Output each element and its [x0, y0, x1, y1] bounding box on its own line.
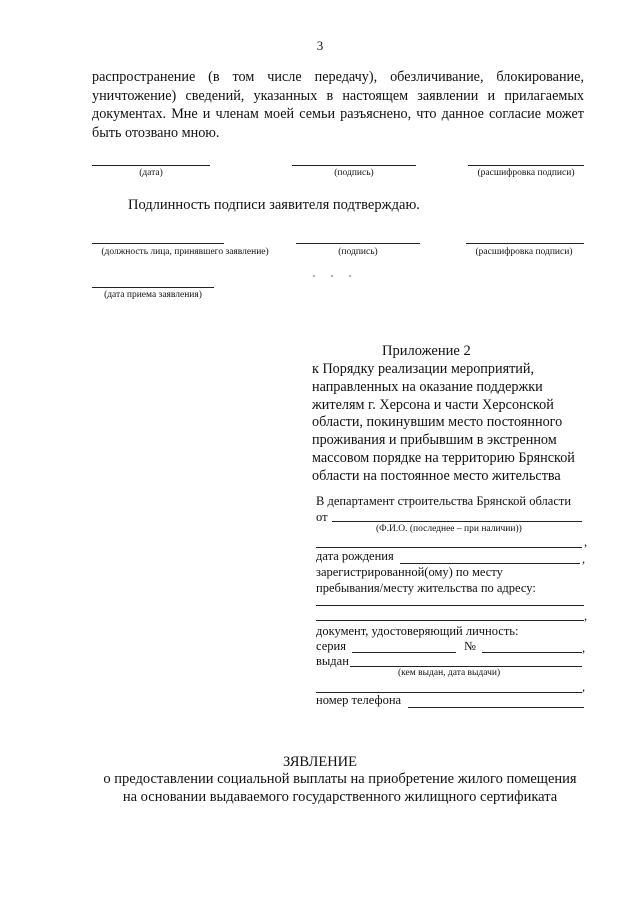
signature-caption: (подпись)	[334, 168, 374, 178]
signature-confirmation: Подлинность подписи заявителя подтверждаю.	[128, 197, 420, 213]
comma: ,	[582, 641, 586, 655]
address-field-2[interactable]	[316, 620, 584, 621]
consent-paragraph: распространение (в том числе передачу), обезличивание, блокирование, уничтожение) сведений, указанных в настоящем заявлении и прилагаемых документах. Мне и членам моей семьи разъяснено, что данное согласие может быть отозвано мною.	[92, 69, 584, 141]
series-field[interactable]	[352, 652, 456, 653]
birth-date-label: дата рождения	[316, 549, 394, 563]
scan-speck	[313, 275, 315, 277]
form-recipient: В департамент строительства Брянской области	[316, 494, 572, 508]
issued-caption: (кем выдан, дата выдачи)	[398, 668, 501, 678]
fio-continuation-field[interactable]	[316, 547, 582, 548]
signature-line-2	[296, 243, 420, 244]
appendix-title: Приложение 2	[382, 343, 471, 359]
appendix-line: направленных на оказание поддержки	[312, 378, 543, 395]
statement-title: ЗЯВЛЕНИЕ	[283, 754, 357, 770]
comma: ,	[584, 535, 588, 549]
date-caption: (дата)	[139, 168, 163, 178]
decoding-caption-2: (расшифровка подписи)	[475, 247, 573, 257]
issued-field[interactable]	[350, 666, 582, 667]
stay-address-label: пребывания/месту жительства по адресу:	[316, 581, 536, 595]
issued-label: выдан	[316, 654, 349, 668]
series-label: серия	[316, 639, 346, 653]
appendix-line: к Порядку реализации мероприятий,	[312, 361, 535, 377]
scan-speck	[331, 275, 333, 277]
birth-date-field[interactable]	[400, 563, 580, 564]
decoding-line-2	[466, 243, 584, 244]
scan-speck	[349, 275, 351, 277]
receipt-date-line	[92, 287, 214, 288]
date-signature-line	[92, 165, 210, 166]
comma: ,	[584, 609, 588, 623]
fio-caption: (Ф.И.О. (последнее – при наличии))	[376, 524, 522, 534]
appendix-body	[312, 361, 597, 486]
decoding-line	[468, 165, 584, 166]
number-label: №	[464, 639, 476, 653]
id-document-label: документ, удостоверяющий личность:	[316, 624, 519, 638]
position-line	[92, 243, 224, 244]
number-field[interactable]	[482, 652, 582, 653]
comma: ,	[582, 552, 586, 566]
appendix-line: жителям г. Херсона и части Херсонской	[312, 396, 554, 413]
registered-label: зарегистрированной(ому) по месту	[316, 565, 503, 579]
position-caption: (должность лица, принявшего заявление)	[101, 247, 269, 257]
phone-field[interactable]	[408, 707, 584, 708]
from-label: от	[316, 510, 328, 524]
appendix-line: области, покинувшим место постоянного	[312, 414, 563, 431]
appendix-line: массовом порядке на территорию Брянской	[312, 449, 575, 466]
signature-caption-2: (подпись)	[338, 247, 378, 257]
receipt-date-caption: (дата приема заявления)	[104, 290, 202, 300]
decoding-caption: (расшифровка подписи)	[477, 168, 575, 178]
statement-subtitle-line-2: на основании выдаваемого государственного жилищного сертификата	[122, 789, 558, 805]
appendix-line: области на постоянное место жительства	[312, 467, 561, 484]
page-number: 3	[316, 38, 324, 53]
comma: ,	[582, 680, 586, 694]
phone-label: номер телефона	[316, 693, 402, 707]
statement-subtitle-line-1: о предоставлении социальной выплаты на приобретение жилого помещения	[103, 771, 577, 787]
fio-field[interactable]	[332, 521, 582, 522]
appendix-line: проживания и прибывшим в экстренном	[312, 432, 557, 449]
address-field-1[interactable]	[316, 605, 584, 606]
signature-line	[292, 165, 416, 166]
